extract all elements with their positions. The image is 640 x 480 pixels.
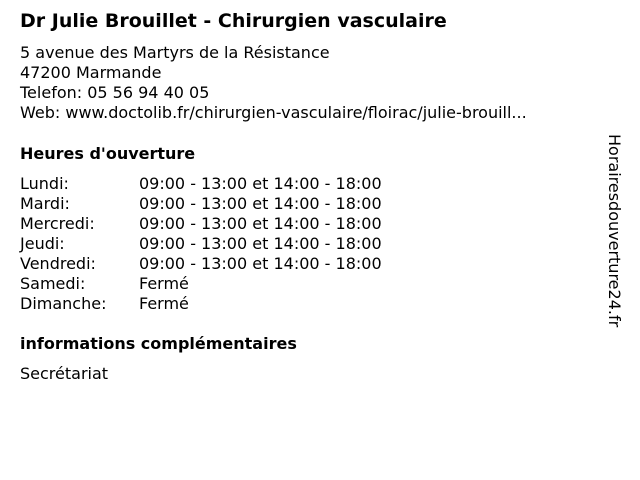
day-label: Jeudi: xyxy=(20,234,65,253)
day-label: Mardi: xyxy=(20,194,70,213)
day-hours: 09:00 - 13:00 et 14:00 - 18:00 xyxy=(139,254,382,273)
day-hours: Fermé xyxy=(139,294,189,313)
website-link[interactable]: Web: www.doctolib.fr/chirurgien-vasculaire/floirac/julie-brouill... xyxy=(20,103,527,122)
day-hours: 09:00 - 13:00 et 14:00 - 18:00 xyxy=(139,234,382,253)
phone-number: Telefon: 05 56 94 40 05 xyxy=(20,83,210,102)
day-label: Samedi: xyxy=(20,274,86,293)
hours-row-monday xyxy=(20,174,382,194)
day-hours: 09:00 - 13:00 et 14:00 - 18:00 xyxy=(139,194,382,213)
additional-info-heading: informations complémentaires xyxy=(20,334,297,353)
day-hours: 09:00 - 13:00 et 14:00 - 18:00 xyxy=(139,214,382,233)
page-title: Dr Julie Brouillet - Chirurgien vasculaire xyxy=(20,10,447,32)
day-hours: 09:00 - 13:00 et 14:00 - 18:00 xyxy=(139,174,382,193)
additional-info-text: Secrétariat xyxy=(20,364,109,383)
day-label: Mercredi: xyxy=(20,214,95,233)
day-hours: Fermé xyxy=(139,274,189,293)
day-label: Vendredi: xyxy=(20,254,96,273)
site-watermark: Horairesdouverture24.fr xyxy=(605,134,624,328)
opening-hours-heading: Heures d'ouverture xyxy=(20,144,196,163)
hours-row-sunday xyxy=(20,294,382,314)
hours-row-tuesday xyxy=(20,194,382,214)
address-block xyxy=(20,43,527,123)
day-label: Lundi: xyxy=(20,174,69,193)
hours-row-thursday xyxy=(20,234,382,254)
hours-row-saturday xyxy=(20,274,382,294)
street-address: 5 avenue des Martyrs de la Résistance xyxy=(20,43,330,62)
hours-row-wednesday xyxy=(20,214,382,234)
hours-row-friday xyxy=(20,254,382,274)
day-label: Dimanche: xyxy=(20,294,107,313)
city-address: 47200 Marmande xyxy=(20,63,162,82)
opening-hours-table xyxy=(20,174,382,314)
